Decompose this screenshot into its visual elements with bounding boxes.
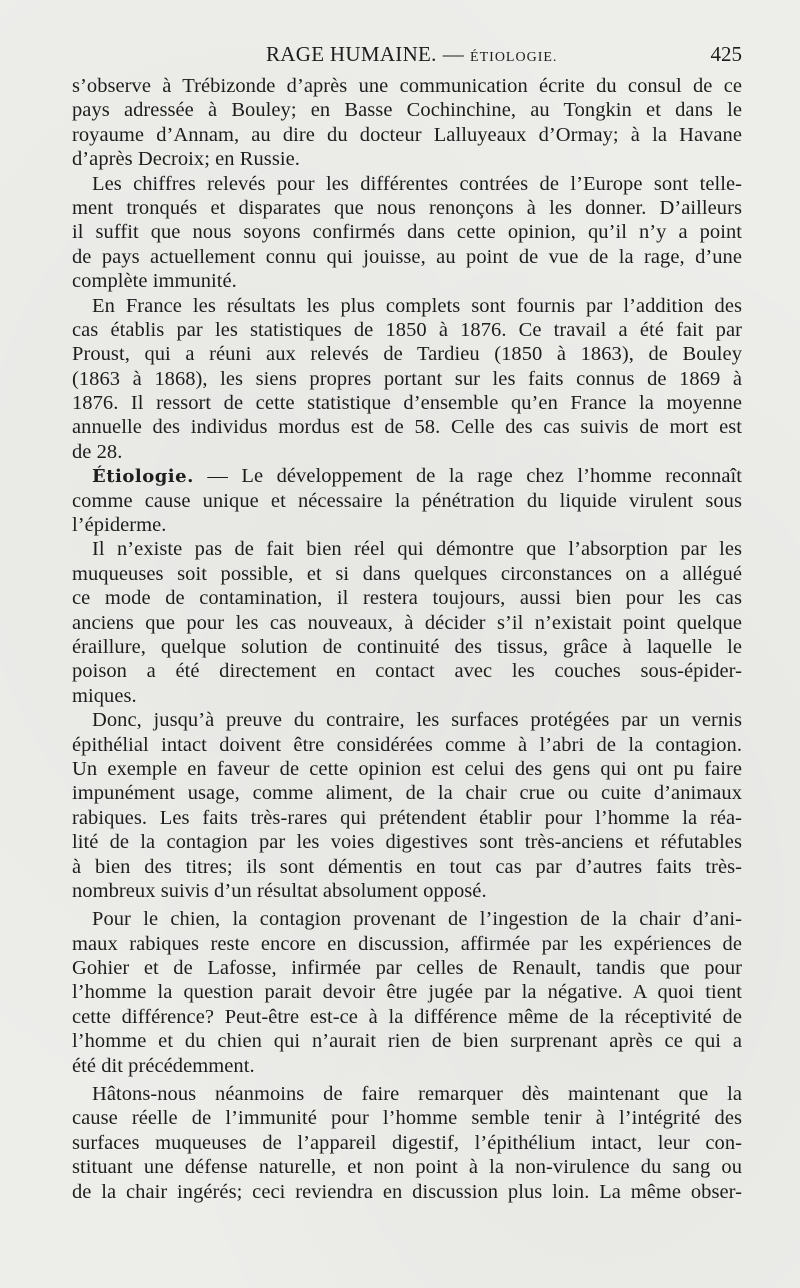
text-line: cette différence? Peut-être est-ce à la différence même de la réceptivité de bbox=[72, 1005, 742, 1028]
paragraph bbox=[72, 907, 742, 1078]
text-line: de 28. bbox=[72, 440, 123, 463]
text-line: épithélial intact doivent être considérées comme à l’abri de la contagion. bbox=[72, 733, 742, 756]
text-line: (1863 à 1868), les siens propres portant sur les faits connus de 1869 à bbox=[72, 367, 742, 390]
text-line: surfaces muqueuses de l’appareil digestif, l’épithélium intact, leur con- bbox=[72, 1131, 742, 1154]
text-line: cas établis par les statistiques de 1850 à 1876. Ce travail a été fait par bbox=[72, 318, 742, 341]
paragraph bbox=[72, 708, 742, 903]
text-line: pays adressée à Bouley; en Basse Cochinchine, au Tongkin et dans le bbox=[72, 99, 742, 122]
section-etiologie bbox=[72, 464, 742, 537]
page-number: 425 bbox=[710, 42, 742, 66]
text-line: muqueuses soit possible, et si dans quelques circonstances on a allégué bbox=[72, 562, 742, 585]
text-line: Gohier et de Lafosse, infirmée par celles de Renault, tandis que pour bbox=[72, 957, 742, 980]
paragraph bbox=[72, 1082, 742, 1204]
text-line: il suffit que nous soyons confirmés dans cette opinion, qu’il n’y a point bbox=[72, 221, 742, 244]
text-line: stituant une défense naturelle, et non point à la non-virulence du sang ou bbox=[72, 1156, 742, 1179]
text-line: Pour le chien, la contagion provenant de l’ingestion de la chair d’ani- bbox=[92, 908, 742, 931]
text-line: rabiques. Les faits très-rares qui prétendent établir pour l’homme la réa- bbox=[72, 806, 742, 829]
header-section: ÉTIOLOGIE. bbox=[470, 50, 558, 65]
text-line: de la chair ingérés; ceci reviendra en discussion plus loin. La même obser- bbox=[72, 1180, 742, 1203]
text-line: 1876. Il ressort de cette statistique d’ensemble qu’en France la moyenne bbox=[72, 392, 742, 415]
text-line: annuelle des individus mordus est de 58. Celle des cas suivis de mort est bbox=[72, 416, 742, 439]
text-line: maux rabiques reste encore en discussion, affirmée par les expériences de bbox=[72, 932, 742, 955]
text-line: lité de la contagion par les voies digestives sont très-anciens et réfutables bbox=[72, 831, 742, 854]
text-line: En France les résultats les plus complets sont fournis par l’addition des bbox=[92, 294, 742, 317]
text-line: nombreux suivis d’un résultat absolument opposé. bbox=[72, 879, 487, 902]
text-line: anciens que pour les cas nouveaux, à décider s’il n’existait point quelque bbox=[72, 611, 742, 634]
text-line: ment tronqués et disparates que nous renonçons à les donner. D’ailleurs bbox=[72, 196, 742, 219]
text-line: comme cause unique et nécessaire la pénétration du liquide virulent sous bbox=[72, 489, 742, 512]
text-line: Proust, qui a réuni aux relevés de Tardieu (1850 à 1863), de Bouley bbox=[72, 343, 742, 366]
header-title: RAGE HUMAINE. bbox=[266, 42, 437, 66]
text-line: Les chiffres relevés pour les différentes contrées de l’Europe sont telle- bbox=[92, 172, 742, 195]
paragraph bbox=[72, 537, 742, 708]
text-line: été dit précédemment. bbox=[72, 1054, 255, 1077]
text-line: à bien des titres; ils sont démentis en tout cas par d’autres faits très- bbox=[72, 855, 742, 878]
section-heading: Étiologie. bbox=[92, 466, 194, 488]
running-title bbox=[266, 42, 557, 67]
paragraph bbox=[72, 74, 742, 172]
text-line: impunément usage, comme aliment, de la chair crue ou cuite d’animaux bbox=[72, 782, 742, 805]
text-line: l’homme et du chien qui n’aurait rien de bien surprenant après ce qui a bbox=[72, 1030, 742, 1053]
paragraph bbox=[72, 294, 742, 465]
text-line: Donc, jusqu’à preuve du contraire, les surfaces protégées par un vernis bbox=[92, 709, 742, 732]
running-header bbox=[72, 38, 742, 74]
text-line: Un exemple en faveur de cette opinion est celui des gens qui ont pu faire bbox=[72, 757, 742, 780]
text-line: de pays actuellement connu qui jouisse, au point de vue de la rage, d’une bbox=[72, 245, 742, 268]
text-line: complète immunité. bbox=[72, 270, 237, 293]
heading-line-rest: — Le développement de la rage chez l’homme reconnaît bbox=[193, 465, 742, 488]
text-line: s’observe à Trébizonde d’après une communication écrite du consul de ce bbox=[72, 75, 742, 97]
text-line: royaume d’Annam, au dire du docteur Lalluyeaux d’Ormay; à la Havane bbox=[72, 123, 742, 146]
text-line: l’homme la question parait devoir être jugée par la négative. A quoi tient bbox=[72, 981, 742, 1004]
text-line: ce mode de contamination, il restera toujours, aussi bien pour les cas bbox=[72, 587, 742, 610]
text-line: miques. bbox=[72, 684, 137, 707]
header-separator: — bbox=[442, 42, 465, 66]
text-line: d’après Decroix; en Russie. bbox=[72, 148, 300, 171]
body-text bbox=[72, 74, 742, 1204]
text-line: éraillure, quelque solution de continuité des tissus, grâce à laquelle le bbox=[72, 635, 742, 658]
text-line: l’épiderme. bbox=[72, 514, 167, 537]
text-line: poison a été directement en contact avec les couches sous-épider- bbox=[72, 660, 742, 683]
text-line: Il n’existe pas de fait bien réel qui démontre que l’absorption par les bbox=[92, 538, 742, 561]
text-line: cause réelle de l’immunité pour l’homme semble tenir à l’intégrité des bbox=[72, 1107, 742, 1130]
paragraph bbox=[72, 172, 742, 294]
text-line bbox=[72, 464, 742, 488]
text-line: Hâtons-nous néanmoins de faire remarquer dès maintenant que la bbox=[92, 1083, 742, 1106]
